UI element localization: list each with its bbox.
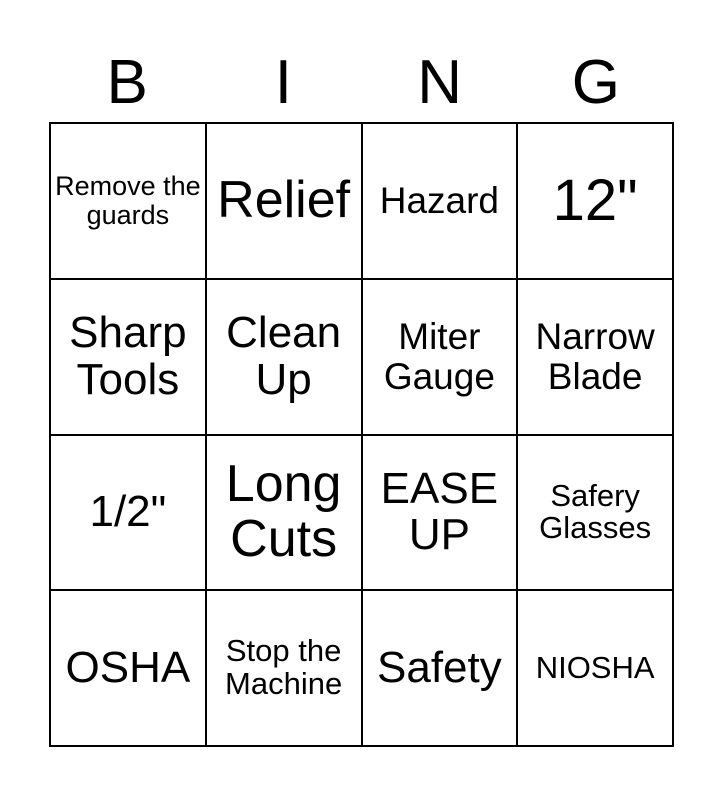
bingo-header-letter-i: I [274,48,292,117]
bingo-cell-label: Hazard [379,180,500,222]
bingo-cell-r4c3[interactable] [363,591,519,747]
bingo-cell-r2c3[interactable] [363,280,519,436]
bingo-cell-r1c2[interactable] [207,124,363,280]
bingo-header-letter-b: B [106,48,148,117]
bingo-cell-r2c1[interactable] [51,280,207,436]
bingo-header-row [49,44,674,122]
bingo-cell-r3c4[interactable] [518,436,674,592]
bingo-cell-label: OSHA [65,642,191,692]
bingo-cell-r4c4[interactable] [518,591,674,747]
bingo-cell-label: NIOSHA [535,649,655,685]
bingo-cell-label: Clean Up [226,308,342,404]
bingo-cell-label: Safery Glasses [539,477,652,546]
bingo-cell-label: Relief [217,171,351,230]
bingo-cell-r1c4[interactable] [518,124,674,280]
bingo-cell-r1c1[interactable] [51,124,207,280]
bingo-cell-label: 1/2" [89,487,167,537]
bingo-cell-r2c2[interactable] [207,280,363,436]
bingo-cell-r1c3[interactable] [363,124,519,280]
bingo-cell-r3c2[interactable] [207,436,363,592]
bingo-cell-label: Stop the Machine [225,633,343,702]
bingo-cell-r3c3[interactable] [363,436,519,592]
bingo-cell-r4c2[interactable] [207,591,363,747]
bingo-cell-r2c4[interactable] [518,280,674,436]
bingo-cell-label: Remove the guards [55,171,201,230]
bingo-cell-label: Safety [377,642,502,692]
bingo-header-letter-n: N [417,48,463,117]
bingo-header-letter-g: G [571,48,620,117]
bingo-cell-label: Miter Gauge [383,316,495,397]
bingo-cell-label: Long Cuts [225,455,342,569]
bingo-cell-label: 12" [552,168,638,234]
bingo-cell-label: Narrow Blade [535,316,655,397]
bingo-cell-r4c1[interactable] [51,591,207,747]
bingo-cell-r3c1[interactable] [51,436,207,592]
bingo-cell-label: Sharp Tools [69,308,187,404]
bingo-cell-label: EASE UP [380,463,499,560]
bingo-grid [49,122,674,747]
